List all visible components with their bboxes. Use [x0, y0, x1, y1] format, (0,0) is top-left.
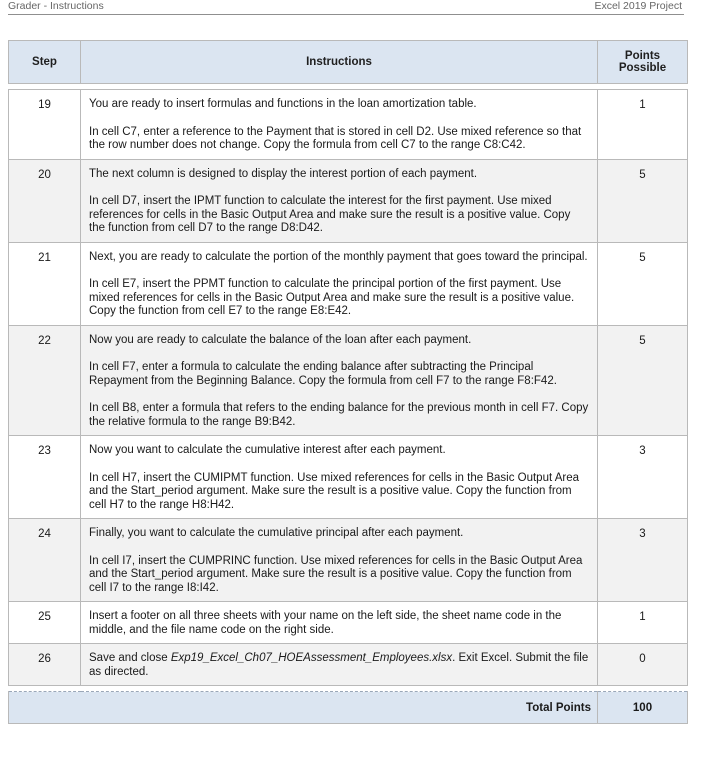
- instruction-text: The next column is designed to display the interest portion of each payment.: [89, 167, 478, 180]
- total-row: [9, 692, 688, 724]
- step-points: 1: [598, 602, 688, 644]
- step-instructions: [81, 602, 598, 644]
- step-number: 23: [9, 436, 81, 519]
- points-header-line2: Possible: [618, 62, 667, 74]
- step-instructions: [81, 325, 598, 436]
- step-points: 0: [598, 644, 688, 686]
- instruction-text: In cell I7, insert the CUMPRINC function. Use mixed references for cells in the Basic Output Area and the Start_period argument. Make sure the result is a positive value. Copy the function from cell I7 to the range I8:I42.: [89, 554, 583, 594]
- table-row: [9, 159, 688, 242]
- step-number: 25: [9, 602, 81, 644]
- table-row: [9, 90, 688, 160]
- step-instructions: [81, 242, 598, 325]
- step-instructions: [81, 644, 598, 686]
- instruction-text: In cell E7, insert the PPMT function to calculate the principal portion of the first payment. Use mixed references for cells in the Basic Output Area and make sure the result is a positive value. Copy the function from cell E7 to the range E8:E42.: [89, 278, 575, 317]
- step-number: 26: [9, 644, 81, 686]
- instruction-text: In cell H7, insert the CUMIPMT function. Use mixed references for cells in the Basic Output Area and the Start_period argument. Make sure the result is a positive value. Copy the function from cell H7 to the range H8:H42.: [89, 471, 580, 511]
- step-number: 19: [9, 90, 81, 160]
- page-header: [8, 0, 684, 15]
- table-row: [9, 436, 688, 519]
- instruction-text: Now you want to calculate the cumulative interest after each payment.: [89, 444, 446, 456]
- instruction-text-pre: Save and close: [89, 652, 171, 664]
- table-header-row: [9, 41, 688, 84]
- step-points: 5: [598, 325, 688, 436]
- step-points: 3: [598, 436, 688, 519]
- instruction-text: Insert a footer on all three sheets with your name on the left side, the sheet name code in the middle, and the file name code on the right side.: [89, 610, 562, 636]
- table-row: [9, 602, 688, 644]
- step-instructions: [81, 159, 598, 242]
- total-points-value: 100: [598, 692, 688, 724]
- instruction-text: Finally, you want to calculate the cumulative principal after each payment.: [89, 527, 464, 539]
- instruction-text: Now you are ready to calculate the balance of the loan after each payment.: [89, 333, 472, 346]
- column-header-points: [598, 41, 688, 84]
- points-header-line1: Points: [624, 50, 661, 62]
- header-title: Grader - Instructions: [8, 0, 104, 12]
- column-header-step: Step: [9, 41, 81, 84]
- table-row: [9, 644, 688, 686]
- instruction-text: Next, you are ready to calculate the portion of the monthly payment that goes toward the principal.: [89, 250, 588, 263]
- step-instructions: [81, 90, 598, 160]
- instruction-text-post: . Exit Excel. Submit the file as directed.: [89, 652, 589, 678]
- instruction-text: In cell D7, insert the IPMT function to calculate the interest for the first payment. Use mixed references for cells in the Basic Output Area and make sure the result is a positive value. Copy the function from cell D7 to the range D8:D42.: [89, 195, 571, 234]
- instruction-text: In cell B8, enter a formula that refers to the ending balance for the previous month in cell F7. Copy the relative formula to the range B9:B42.: [89, 402, 589, 428]
- step-number: 21: [9, 242, 81, 325]
- step-number: 22: [9, 325, 81, 436]
- step-points: 5: [598, 242, 688, 325]
- step-points: 5: [598, 159, 688, 242]
- step-number: 24: [9, 519, 81, 602]
- step-instructions: [81, 436, 598, 519]
- instructions-table: [8, 40, 688, 724]
- header-project: Excel 2019 Project: [594, 0, 682, 12]
- table-row: [9, 325, 688, 436]
- instruction-text: In cell F7, enter a formula to calculate the ending balance after subtracting the Principal Repayment from the Beginning Balance. Copy the formula from cell F7 to the range F8:F42.: [89, 361, 557, 387]
- step-points: 3: [598, 519, 688, 602]
- instruction-text: In cell C7, enter a reference to the Payment that is stored in cell D2. Use mixed reference so that the row number does not change. Copy the formula from cell C7 to the range C8:C42.: [89, 125, 582, 151]
- instruction-text: [89, 652, 589, 679]
- step-points: 1: [598, 90, 688, 160]
- total-points-label: Total Points: [9, 692, 598, 724]
- file-name: Exp19_Excel_Ch07_HOEAssessment_Employees.xlsx: [170, 652, 453, 664]
- table-row: [9, 519, 688, 602]
- table-row: [9, 242, 688, 325]
- column-header-instructions: Instructions: [81, 41, 598, 84]
- step-number: 20: [9, 159, 81, 242]
- instruction-text: You are ready to insert formulas and functions in the loan amortization table.: [89, 98, 477, 110]
- step-instructions: [81, 519, 598, 602]
